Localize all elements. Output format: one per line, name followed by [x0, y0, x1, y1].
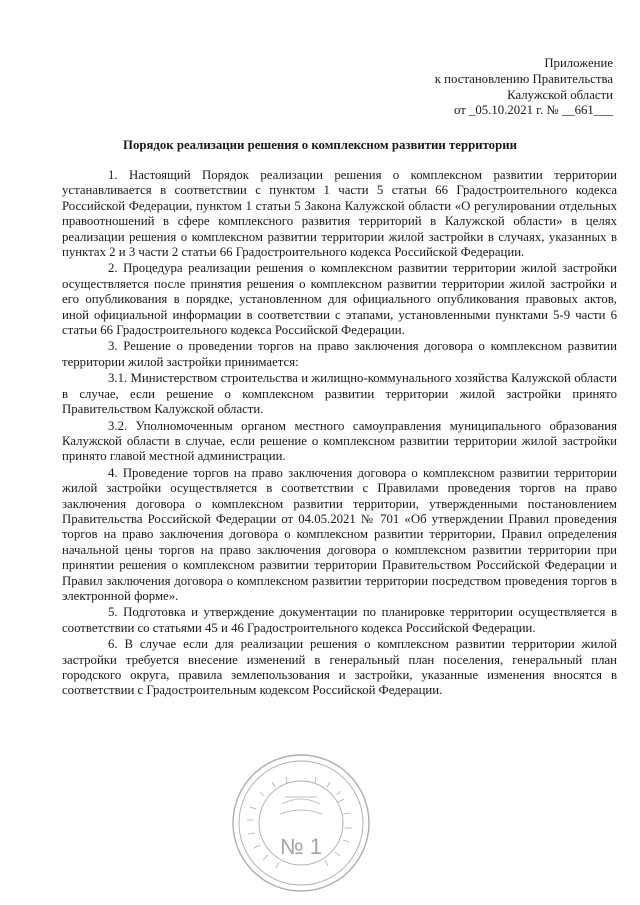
paragraph-3-2: 3.2. Уполномоченным органом местного самоуправления муниципального образования Калужской области в случае, если решение о комплексном развитии территории жилой застройки принято главой местной администрации. [62, 418, 617, 464]
paragraph-4: 4. Проведение торгов на право заключения договора о комплексном развитии территории жилой застройки осуществляется в соответствии с Правилами проведения торгов на право заключения договора о комплексном развитии территории, утвержденными постановлением Правительства Российской Федерации от 04.05.2021 № 701 «Об утверждении Правил проведения торгов на право заключения договора о комплексном развитии территории, Правил определения начальной цены торгов на право заключения договора о комплексном развитии территории при принятии решения о комплексном развитии территории Правительством Российской Федерации и Правил заключения договора о комплексном развитии территории посредством проведения торгов в электронной форме». [62, 465, 617, 603]
number-prefix: № [543, 103, 562, 118]
paragraph-5: 5. Подготовка и утверждение документации по планировке территории осуществляется в соответствии со статьями 45 и 46 Градостроительного кодекса Российской Федерации. [62, 605, 617, 635]
seal-emblem [280, 797, 322, 814]
paragraph-2: 2. Процедура реализации решения о комплексном развитии территории жилой застройки осуществляется после принятия решения о комплексном развитии территории жилой застройки и его опубликования в порядке, установленном для официального опубликования правовых актов, иной официальной информации в соответствии с этапами, установленными пунктами 5-9 части 6 статьи 66 Градостроительного кодекса Российской Федерации. [62, 261, 617, 338]
seal-inner-ring [259, 781, 343, 865]
official-seal-stamp [230, 752, 372, 894]
header-line-appendix: Приложение [544, 56, 613, 70]
seal-outer-ring [233, 755, 369, 891]
seal-middle-ring [239, 761, 363, 885]
paragraph-3-1: 3.1. Министерством строительства и жилищно-коммунального хозяйства Калужской области в случае, если решение о комплексном развитии территории жилой застройки принято Правительством Калужской области. [62, 371, 617, 417]
appendix-header [293, 56, 613, 119]
date-prefix: от [453, 103, 469, 118]
paragraph-3: 3. Решение о проведении торгов на право заключения договора о комплексном развитии территории жилой застройки принимается: [62, 339, 617, 369]
document-title: Порядок реализации решения о комплексном развитии территории [123, 138, 517, 152]
header-line-resolution: к постановлению Правительства [434, 71, 613, 86]
document-body [62, 168, 617, 700]
header-line-region: Калужской области [507, 87, 613, 102]
date-value: _05.10.2021 г. [469, 103, 544, 118]
header-line-date-number [293, 103, 613, 119]
paragraph-6: 6. В случае если для реализации решения о комплексном развитии территории жилой застройки требуется внесение изменений в генеральный план поселения, генеральный план городского округа, правила землепользования и застройки, указанные изменения вносятся в соответствии с Градостроительным кодексом Российской Федерации. [62, 637, 617, 698]
paragraph-1: 1. Настоящий Порядок реализации решения о комплексном развитии территории устанавливается в соответствии с пунктом 1 части 5 статьи 66 Градостроительного кодекса Российской Федерации, пунктом 1 статьи 5 Закона Калужской области «О регулировании отдельных правоотношений в сфере комплексного развития территорий в Калужской области» в целях реализации решения о комплексном развитии территории жилой застройки в случаях, указанных в пунктах 2 и 3 части 2 статьи 66 Градостроительного кодекса Российской Федерации. [62, 168, 617, 260]
number-value: __661___ [561, 103, 613, 118]
seal-number: № 1 [280, 834, 322, 859]
seal-lettering-marks [247, 777, 352, 868]
